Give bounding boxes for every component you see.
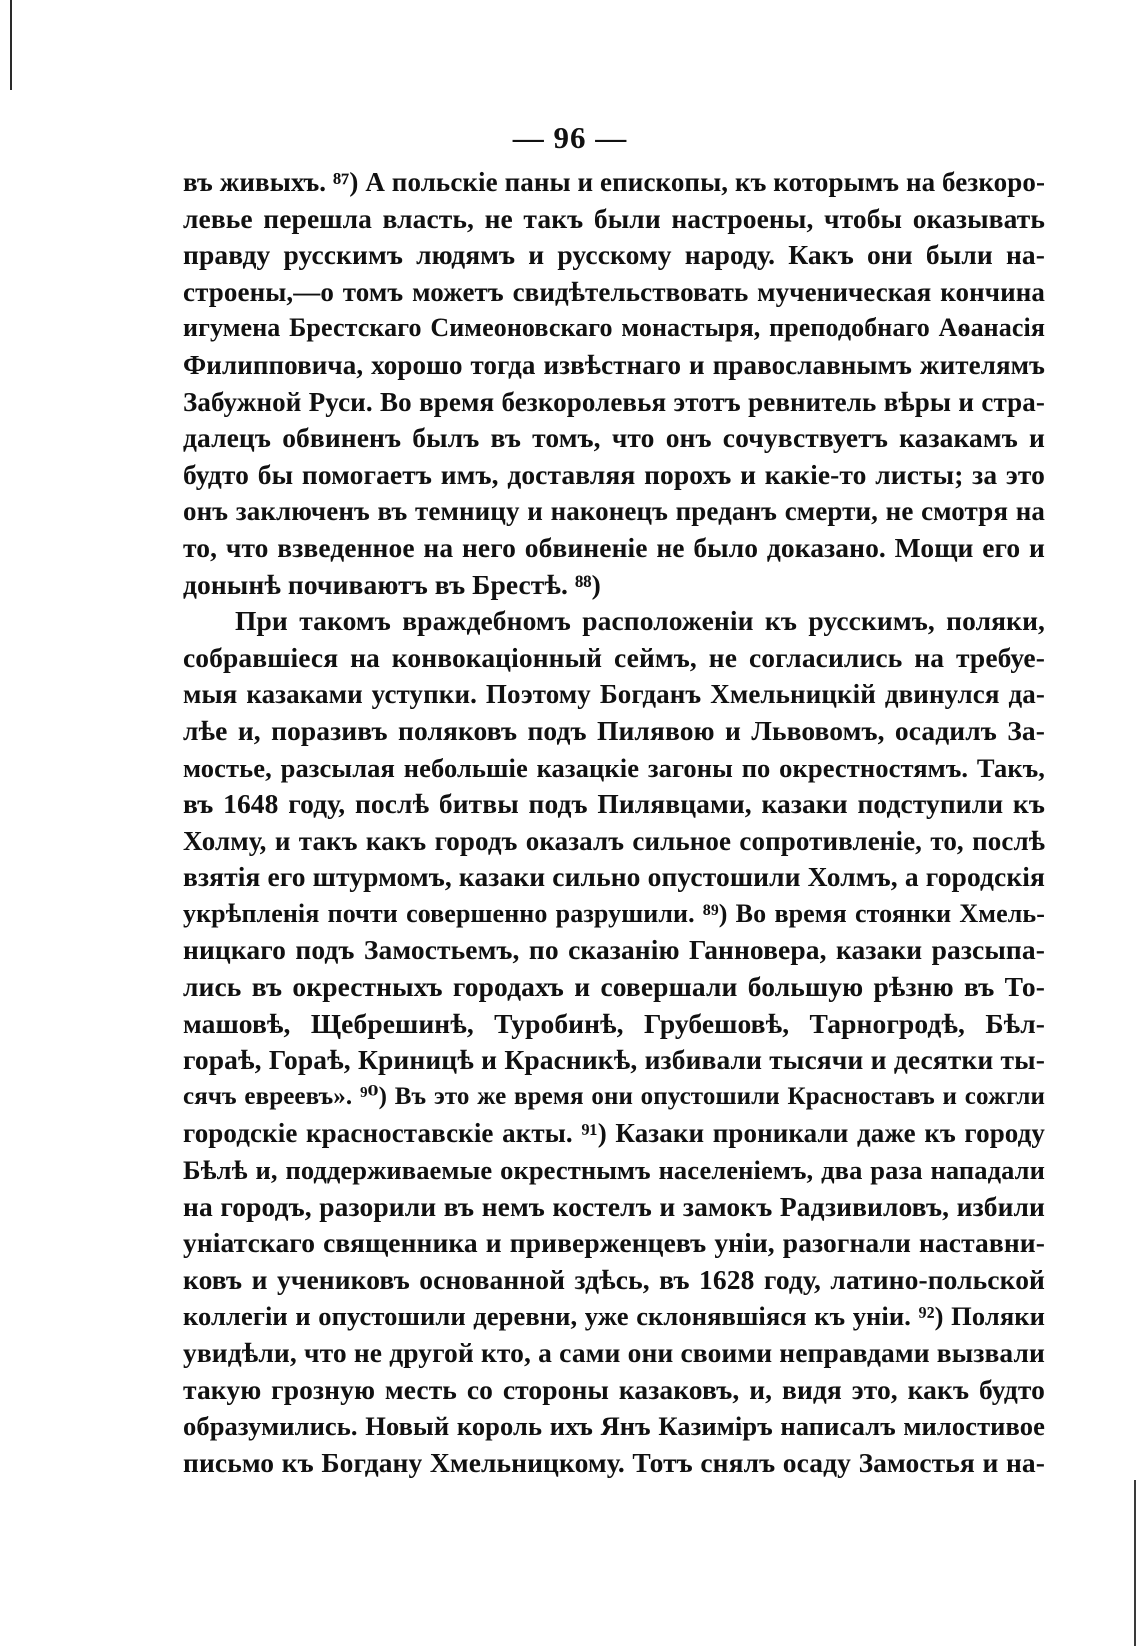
body-text (183, 164, 1045, 1481)
text-line: будто бы помогаетъ имъ, доставляя порохъ и какіе-то листы; за это (183, 458, 1045, 490)
text-line: лись въ окрестныхъ городахъ и совершали большую рѣзню въ То- (183, 971, 1045, 1003)
text-line: увидѣли, что не другой кто, а сами они своими неправдами вызвали (183, 1337, 1045, 1368)
text-line: лѣе и, поразивъ поляковъ подъ Пилявою и Львовомъ, осадилъ За- (183, 714, 1045, 746)
text-line: такую грозную месть со стороны казаковъ, и, видя это, какъ будто (183, 1373, 1045, 1405)
text-line: ковъ и учениковъ основанной здѣсь, въ 1628 году, латино-польской (183, 1263, 1045, 1295)
text-line: въ живыхъ. ⁸⁷) А польскіе паны и епископы, къ которымъ на безкоро- (183, 167, 1045, 197)
text-line: сячъ евреевъ». ⁹⁰) Въ это же время они опустошили Красноставъ и сожгли (183, 1082, 1045, 1110)
text-line: укрѣпленія почти совершенно разрушили. ⁸⁹) Во время стоянки Хмель- (183, 898, 1045, 928)
text-line: мыя казаками уступки. Поэтому Богданъ Хмельницкій двинулся да- (183, 679, 1045, 710)
page-number: — 96 — (512, 120, 628, 155)
text-line: уніатскаго священника и приверженцевъ уніи, разогнали наставни- (183, 1227, 1045, 1259)
scan-edge-right (1134, 1480, 1136, 1646)
text-line: левье перешла власть, не такъ были настроены, чтобы оказывать (183, 202, 1045, 234)
text-line: ницкаго подъ Замостьемъ, по сказанію Ганновера, казаки разсыпа- (183, 934, 1045, 966)
text-line: Филипповича, хорошо тогда извѣстнаго и православнымъ жителямъ (183, 349, 1045, 380)
text-line: строены,—о томъ можетъ свидѣтельствовать мученическая кончина (183, 276, 1045, 307)
text-line: донынѣ почиваютъ въ Брестѣ. ⁸⁸) (183, 568, 601, 600)
scan-edge-left (10, 0, 12, 90)
text-line: на городъ, разорили въ немъ костелъ и замокъ Радзивиловъ, избили (183, 1190, 1045, 1222)
text-line: мостье, разсылая небольшіе казацкіе загоны по окрестностямъ. Такъ, (183, 752, 1045, 783)
text-line: городскіе красноставскіе акты. ⁹¹) Казаки проникали даже къ городу (183, 1118, 1045, 1149)
text-line: Холму, и такъ какъ городъ оказалъ сильное сопротивленіе, то, послѣ (183, 825, 1045, 856)
text-line: письмо къ Богдану Хмельницкому. Тотъ снялъ осаду Замостья и на- (183, 1446, 1045, 1478)
text-line: правду русскимъ людямъ и русскому народу. Какъ они были на- (183, 239, 1045, 271)
text-line: взятія его штурмомъ, казаки сильно опустошили Холмъ, а городскія (183, 861, 1045, 893)
paragraph-first-line: При такомъ враждебномъ расположеніи къ русскимъ, поляки, (235, 605, 1045, 637)
text-line: онъ заключенъ въ темницу и наконецъ преданъ смерти, не смотря на (183, 496, 1045, 527)
text-line: игумена Брестскаго Симеоновскаго монастыря, преподобнаго Аѳанасія (183, 313, 1045, 343)
text-line: гораѣ, Гораѣ, Криницѣ и Красникѣ, избивали тысячи и десятки ты- (183, 1044, 1045, 1076)
text-line: Забужной Руси. Во время безкоролевья этотъ ревнитель вѣры и стра- (183, 386, 1045, 417)
text-line: Бѣлѣ и, поддерживаемые окрестнымъ населеніемъ, два раза нападали (183, 1155, 1045, 1186)
text-line: то, что взведенное на него обвиненіе не было доказано. Мощи его и (183, 531, 1045, 563)
text-line: далецъ обвиненъ былъ въ томъ, что онъ сочувствуетъ казакамъ и (183, 422, 1045, 454)
text-line: машовѣ, Щебрешинѣ, Туробинѣ, Грубешовѣ, Тарногродѣ, Бѣл- (183, 1007, 1045, 1039)
text-line: образумились. Новый король ихъ Янъ Казиміръ написалъ милостивое (183, 1411, 1045, 1442)
text-line: собравшіеся на конвокаціонный сеймъ, не согласились на требуе- (183, 641, 1045, 673)
text-line: коллегіи и опустошили деревни, уже склонявшіяся къ уніи. ⁹²) Поляки (183, 1301, 1045, 1332)
text-line: въ 1648 году, послѣ битвы подъ Пилявцами, казаки подступили къ (183, 788, 1045, 820)
